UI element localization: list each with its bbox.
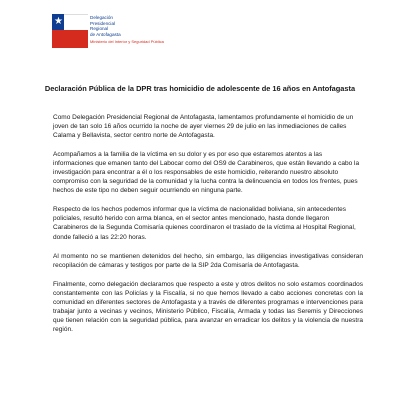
- document-body: [53, 113, 363, 344]
- paragraph-1: Como Delegación Presidencial Regional de Antofagasta, lamentamos profundamente el homicidio de un joven de tan solo 16 años ocurrido la noche de ayer viernes 29 de julio en las inmediaciones de calles Calama y Bellavista, sector centro norte de Antofagasta.: [53, 114, 354, 140]
- org-subtitle: Ministerio del Interior y Seguridad Pública: [90, 39, 164, 45]
- flag-red-field: [52, 30, 88, 48]
- government-logo: [52, 14, 88, 48]
- org-line: Delegación: [90, 15, 113, 20]
- star-icon: ★: [54, 16, 63, 27]
- document-title: Declaración Pública de la DPR tras homicidio de adolescente de 16 años en Antofagasta: [44, 84, 356, 93]
- org-line: Presidencial: [90, 20, 116, 26]
- paragraph-3: Respecto de los hechos podemos informar que la víctima de nacionalidad boliviana, sin antecedentes policiales, resultó herido con arma blanca, en el sector antes mencionado, hasta donde llegaron Carabineros de la Segunda Comisaría quienes coordinaron el traslado de la víctima al Hospital Regional, donde falleció a las 22:20 horas.: [53, 206, 356, 241]
- organization-name: [90, 15, 164, 45]
- org-line: de Antofagasta: [90, 31, 121, 37]
- flag-white-field: [64, 14, 88, 31]
- paragraph-4: Al momento no se mantienen detenidos del hecho, sin embargo, las diligencias investigativas consideran recopilación de cámaras y testigos por parte de la SIP 2da Comisaría de Antofagasta.: [53, 252, 363, 269]
- paragraph-5: Finalmente, como delegación declaramos que respecto a este y otros delitos no solo estamos coordinados constantemente con las Policías y la Fiscalía, si no que hemos llevado a cabo acciones concretas con la comunidad en diferentes sectores de Antofagasta y a través de diferentes programas e intervenciones para trabajar junto a vecinas y vecinos, Ministerio Público, Fiscalía, Armada y todas las Seremis y Direcciones que tienen relación con la seguridad pública, para avanzar en erradicar los delitos y la violencia de nuestra región.: [53, 280, 363, 333]
- paragraph-2: Acompañamos a la familia de la víctima en su dolor y es por eso que estaremos atentos a las informaciones que emanen tanto del Labocar como del OS9 de Carabineros, que están llevando a cabo la investigación para encontrar a él o los responsables de este homicidio, reiterando nuestro absoluto compromiso con la seguridad de la comunidad y la lucha contra la delincuencia en todos los frentes, pues hechos de este tipo no deben seguir ocurriendo en ninguna parte.: [53, 151, 360, 195]
- org-line: Regional: [90, 26, 109, 32]
